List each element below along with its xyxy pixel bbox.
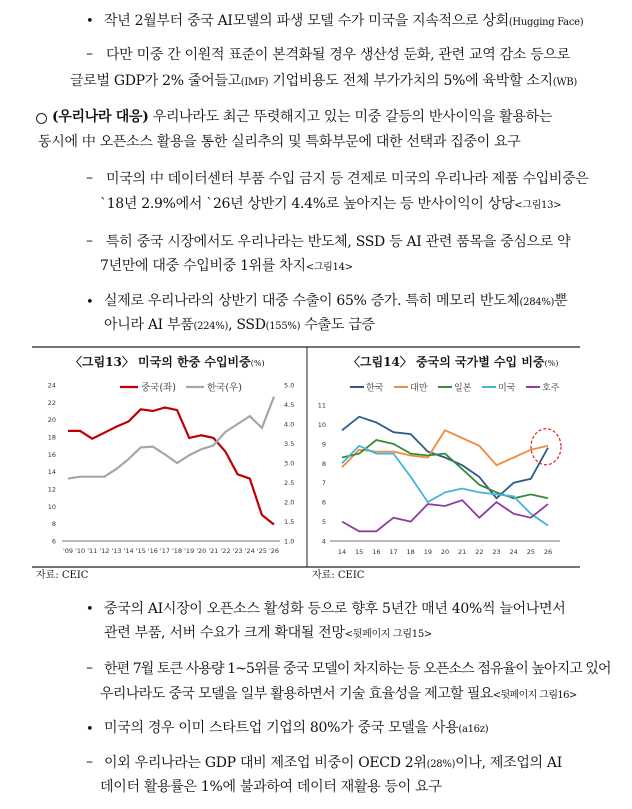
section-heading-line1	[52, 108, 552, 126]
x-tick-label: 21	[458, 548, 467, 556]
series-line-한국	[342, 417, 548, 499]
text-part: `18년 2.9%에서 `26년 상반기 4.4%로 높아지는 등 반사이익이 상당	[100, 196, 515, 212]
y-tick-label: 7	[321, 479, 326, 488]
x-tick-label: '20	[196, 547, 207, 555]
x-tick-label: '19	[184, 547, 195, 555]
y-left-tick-label: 24	[47, 381, 56, 390]
legend-label-한국우: 한국(우)	[207, 382, 242, 394]
dash-text-line1: 한편 7월 토큰 사용량 1~5위를 중국 모델이 차지하는 등 오픈소스 점유율이 높아지고 있어	[104, 661, 611, 677]
text-part: 기업비용도 전체 부가가치의 5%에 육박할 소지	[268, 73, 553, 89]
dash-text-line1: 특히 중국 시장에서도 우리나라는 반도체, SSD 등 AI 관련 품목을 중심으로 약	[106, 234, 571, 250]
bullet-text-main: 작년 2월부터 중국 AI모델의 파생 모델 수가 미국을 지속적으로 상회	[104, 13, 509, 29]
x-tick-label: 26	[543, 548, 553, 556]
source-note: (155%)	[265, 321, 301, 332]
x-tick-label: '16	[147, 547, 158, 555]
section-circle-marker	[36, 113, 47, 124]
source-note: (a16z)	[458, 724, 489, 735]
y-tick-label: 6	[321, 498, 326, 507]
x-tick-label: '14	[123, 547, 134, 555]
y-left-tick-label: 18	[47, 433, 56, 442]
dash-marker: –	[86, 46, 93, 62]
series-line-대만	[342, 430, 548, 467]
y-left-tick-label: 20	[47, 416, 56, 425]
bullet-marker: •	[86, 295, 94, 310]
y-left-tick-label: 10	[47, 502, 56, 511]
x-tick-label: '21	[208, 547, 219, 555]
y-right-tick-label: 3.0	[284, 459, 295, 468]
y-left-tick-label: 12	[47, 485, 56, 494]
x-tick-label: 17	[389, 548, 398, 556]
text-part: 뿐	[554, 293, 568, 309]
text-part: 글로벌 GDP가 2% 줄어들고	[70, 73, 241, 89]
text-part: 수출도 급증	[300, 317, 375, 333]
dash-text-line2: 데이터 활용률은 1%에 불과하여 데이터 재활용 등이 요구	[100, 779, 442, 795]
series-line-호주	[342, 500, 548, 531]
y-right-tick-label: 1.0	[284, 537, 295, 546]
figure-ref: <뒷페이지 그림16>	[492, 690, 577, 701]
y-tick-label: 8	[321, 459, 326, 468]
dash-text-line2	[100, 195, 561, 215]
series-line-중국좌	[68, 408, 274, 525]
x-tick-label: 23	[492, 548, 501, 556]
source-note: (224%)	[193, 321, 229, 332]
y-left-tick-label: 8	[51, 520, 56, 529]
dash-text-line2	[70, 72, 577, 92]
x-tick-label: '15	[135, 547, 146, 555]
y-left-tick-label: 16	[47, 450, 56, 459]
text-part: 실제로 우리나라의 상반기 대중 수출이 65% 증가. 특히 메모리 반도체	[104, 293, 520, 309]
y-tick-label: 5	[321, 518, 326, 527]
y-right-tick-label: 4.0	[284, 420, 295, 429]
dash-text-line2	[100, 685, 577, 705]
x-tick-label: '26	[268, 547, 280, 555]
dash-marker: –	[86, 170, 93, 186]
bullet-text	[104, 12, 583, 32]
bullet-text-line1: 중국의 AI시장이 오픈소스 활성화 등으로 향후 5년간 매년 40%씩 늘어나면서	[104, 601, 566, 617]
bullet-text-line1	[104, 292, 567, 312]
bullet-marker: •	[86, 722, 94, 737]
y-right-tick-label: 4.5	[284, 401, 295, 409]
x-tick-label: '24	[244, 547, 255, 555]
source-note: (28%)	[426, 759, 456, 770]
legend-label-대만: 대만	[410, 383, 428, 394]
text-part: , SSD	[228, 317, 266, 333]
dash-marker: –	[86, 660, 93, 676]
legend-label-일본: 일본	[454, 383, 472, 394]
text-part: 7년만에 대중 수입비중 1위를 차지	[100, 258, 306, 274]
figures-panel	[0, 345, 632, 585]
fig13-chart	[48, 382, 295, 556]
y-left-tick-label: 6	[51, 537, 56, 546]
x-tick-label: 20	[440, 548, 450, 556]
y-tick-label: 4	[321, 537, 326, 546]
x-tick-label: 18	[406, 548, 415, 556]
bullet-text-line2	[104, 316, 375, 336]
text-part: 관련 부품, 서버 수요가 크게 확대될 전망	[104, 625, 345, 641]
source-note: (284%)	[519, 297, 555, 308]
y-right-tick-label: 3.5	[284, 440, 295, 448]
fig13-title: 〈그림13〉 미국의 한중 수입비중(%)	[70, 355, 265, 369]
x-tick-label: '09	[62, 547, 74, 555]
y-right-tick-label: 1.5	[284, 518, 295, 526]
figure-ref: <그림14>	[305, 262, 353, 273]
text-part: 이외 우리나라는 GDP 대비 제조업 비중이 OECD 2위	[104, 755, 427, 771]
source-note: (IMF)	[240, 77, 269, 88]
fig14-chart	[318, 382, 561, 557]
fig13-source: 자료: CEIC	[36, 570, 89, 581]
dash-marker: –	[86, 754, 93, 770]
figure-ref: <뒷페이지 그림15>	[344, 629, 432, 640]
x-tick-label: '10	[75, 547, 86, 555]
section-heading-text: 우리나라도 최근 뚜렷해지고 있는 미중 갈등의 반사이익을 활용하는	[148, 109, 553, 125]
x-tick-label: 25	[526, 548, 535, 556]
x-tick-label: '12	[99, 547, 110, 555]
x-tick-label: '13	[111, 547, 122, 555]
x-tick-label: '17	[159, 547, 170, 555]
text-part: 아니라 AI 부품	[104, 317, 194, 333]
bullet-marker: •	[86, 14, 94, 29]
x-tick-label: '11	[87, 547, 98, 555]
y-left-tick-label: 22	[47, 398, 56, 407]
dash-text-line1	[104, 754, 562, 774]
y-left-tick-label: 14	[47, 468, 56, 477]
y-tick-label: 10	[317, 420, 326, 429]
x-tick-label: 14	[337, 548, 347, 556]
legend-label-미국: 미국	[498, 383, 516, 394]
legend-label-호주: 호주	[542, 383, 560, 394]
section-heading-line2: 동시에 中 오픈소스 활용을 통한 실리추의 및 특화부문에 대한 선택과 집중이 요구	[38, 134, 521, 150]
dash-text-line2	[100, 257, 353, 277]
fig14-title: 〈그림14〉 중국의 국가별 수입 비중(%)	[348, 355, 559, 369]
x-tick-label: 24	[509, 548, 518, 556]
source-note: (WB)	[552, 77, 577, 88]
section-heading-bold: (우리나라 대응)	[52, 109, 149, 125]
x-tick-label: '18	[172, 547, 183, 555]
dash-text-line1: 미국의 中 데이터센터 부품 수입 금지 등 견제로 미국의 우리나라 제품 수입비중은	[106, 171, 589, 187]
y-right-tick-label: 5.0	[284, 381, 295, 390]
text-part: 미국의 경우 이미 스타트업 기업의 80%가 중국 모델을 사용	[104, 720, 459, 736]
fig14-source: 자료: CEIC	[312, 570, 365, 581]
x-tick-label: '25	[256, 547, 267, 555]
bullet-text-line2	[104, 624, 432, 644]
source-note: (Hugging Face)	[508, 17, 584, 28]
text-part: 이나, 제조업의 AI	[455, 755, 562, 771]
x-tick-label: 19	[423, 548, 432, 556]
x-tick-label: '22	[220, 547, 231, 555]
y-tick-label: 11	[317, 401, 326, 410]
x-tick-label: 22	[475, 548, 484, 556]
bullet-text	[104, 719, 488, 739]
bullet-marker: •	[86, 602, 94, 617]
legend-label-한국: 한국	[366, 383, 384, 394]
y-right-tick-label: 2.5	[284, 479, 295, 487]
series-line-일본	[342, 440, 548, 498]
x-tick-label: 15	[355, 548, 364, 556]
dash-text-line1: 다만 미중 간 이원적 표준이 본격화될 경우 생산성 둔화, 관련 교역 감소 등으로	[106, 47, 570, 63]
dash-marker: –	[86, 233, 93, 249]
legend-label-중국좌: 중국(좌)	[141, 382, 176, 394]
x-tick-label: 16	[372, 548, 381, 556]
y-right-tick-label: 2.0	[284, 498, 295, 507]
figure-ref: <그림13>	[514, 200, 562, 211]
y-tick-label: 9	[321, 440, 326, 449]
text-part: 우리나라도 중국 모델을 일부 활용하면서 기술 효율성을 제고할 필요	[100, 686, 493, 702]
x-tick-label: '23	[232, 547, 243, 555]
